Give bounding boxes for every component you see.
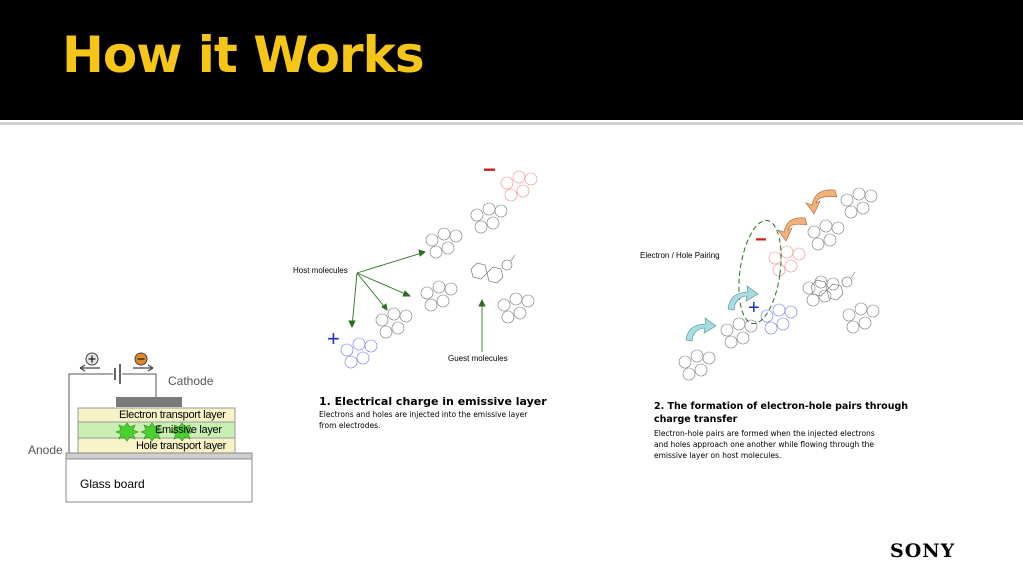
panel2-heading xyxy=(654,400,908,426)
negative-terminal-icon xyxy=(133,353,153,371)
panel2-body xyxy=(654,428,875,461)
electron-charge-symbol: − xyxy=(755,229,767,251)
panel1-body-line: Electrons and holes are injected into the emissive layer xyxy=(319,410,528,419)
panel1-body xyxy=(319,409,527,431)
electron-molecule xyxy=(501,171,537,201)
battery-icon xyxy=(115,364,120,384)
panel2-body-line: Electron-hole pairs are formed when the injected electrons xyxy=(654,429,875,438)
electron-charge-symbol: − xyxy=(483,157,496,182)
electron-flow-arrow xyxy=(778,190,837,241)
panel2-heading-line: charge transfer xyxy=(654,414,738,425)
electron-hole-pairing-label: Electron / Hole Pairing xyxy=(640,251,720,260)
positive-terminal-icon xyxy=(80,353,100,371)
panel2-heading-line: 2. The formation of electron-hole pairs through xyxy=(654,401,909,412)
panel1-heading: 1. Electrical charge in emissive layer xyxy=(319,395,547,408)
panel2-body-line: emissive layer on host molecules. xyxy=(654,451,782,460)
anode-plate xyxy=(66,453,252,459)
cathode-block xyxy=(116,397,182,407)
emissive-layer-label: Emissive layer xyxy=(155,424,222,436)
host-molecule xyxy=(376,203,534,338)
hole-charge-symbol: + xyxy=(748,297,760,319)
hole-charge-symbol: + xyxy=(327,326,340,351)
panel1-body-line: from electrodes. xyxy=(319,421,381,430)
anode-label: Anode xyxy=(28,443,63,457)
host-molecule xyxy=(679,188,879,380)
guest-molecule xyxy=(471,255,515,283)
hole-transport-layer-label: Hole transport layer xyxy=(136,440,226,452)
electron-molecule xyxy=(769,246,805,276)
brand-logo: SONY xyxy=(890,540,956,562)
glass-board-label: Glass board xyxy=(80,477,145,491)
cathode-label: Cathode xyxy=(168,374,214,388)
guest-molecules-label: Guest molecules xyxy=(448,354,508,363)
hole-molecule xyxy=(761,304,797,334)
panel2-body-line: and holes approach one another while flowing through the xyxy=(654,440,875,449)
hole-molecule xyxy=(341,338,377,368)
electron-transport-layer-label: Electron transport layer xyxy=(119,409,226,421)
host-molecules-label: Host molecules xyxy=(293,266,348,275)
guest-pointer-arrow xyxy=(479,300,485,352)
slide-title: How it Works xyxy=(62,26,424,84)
host-pointer-arrow xyxy=(349,250,425,327)
